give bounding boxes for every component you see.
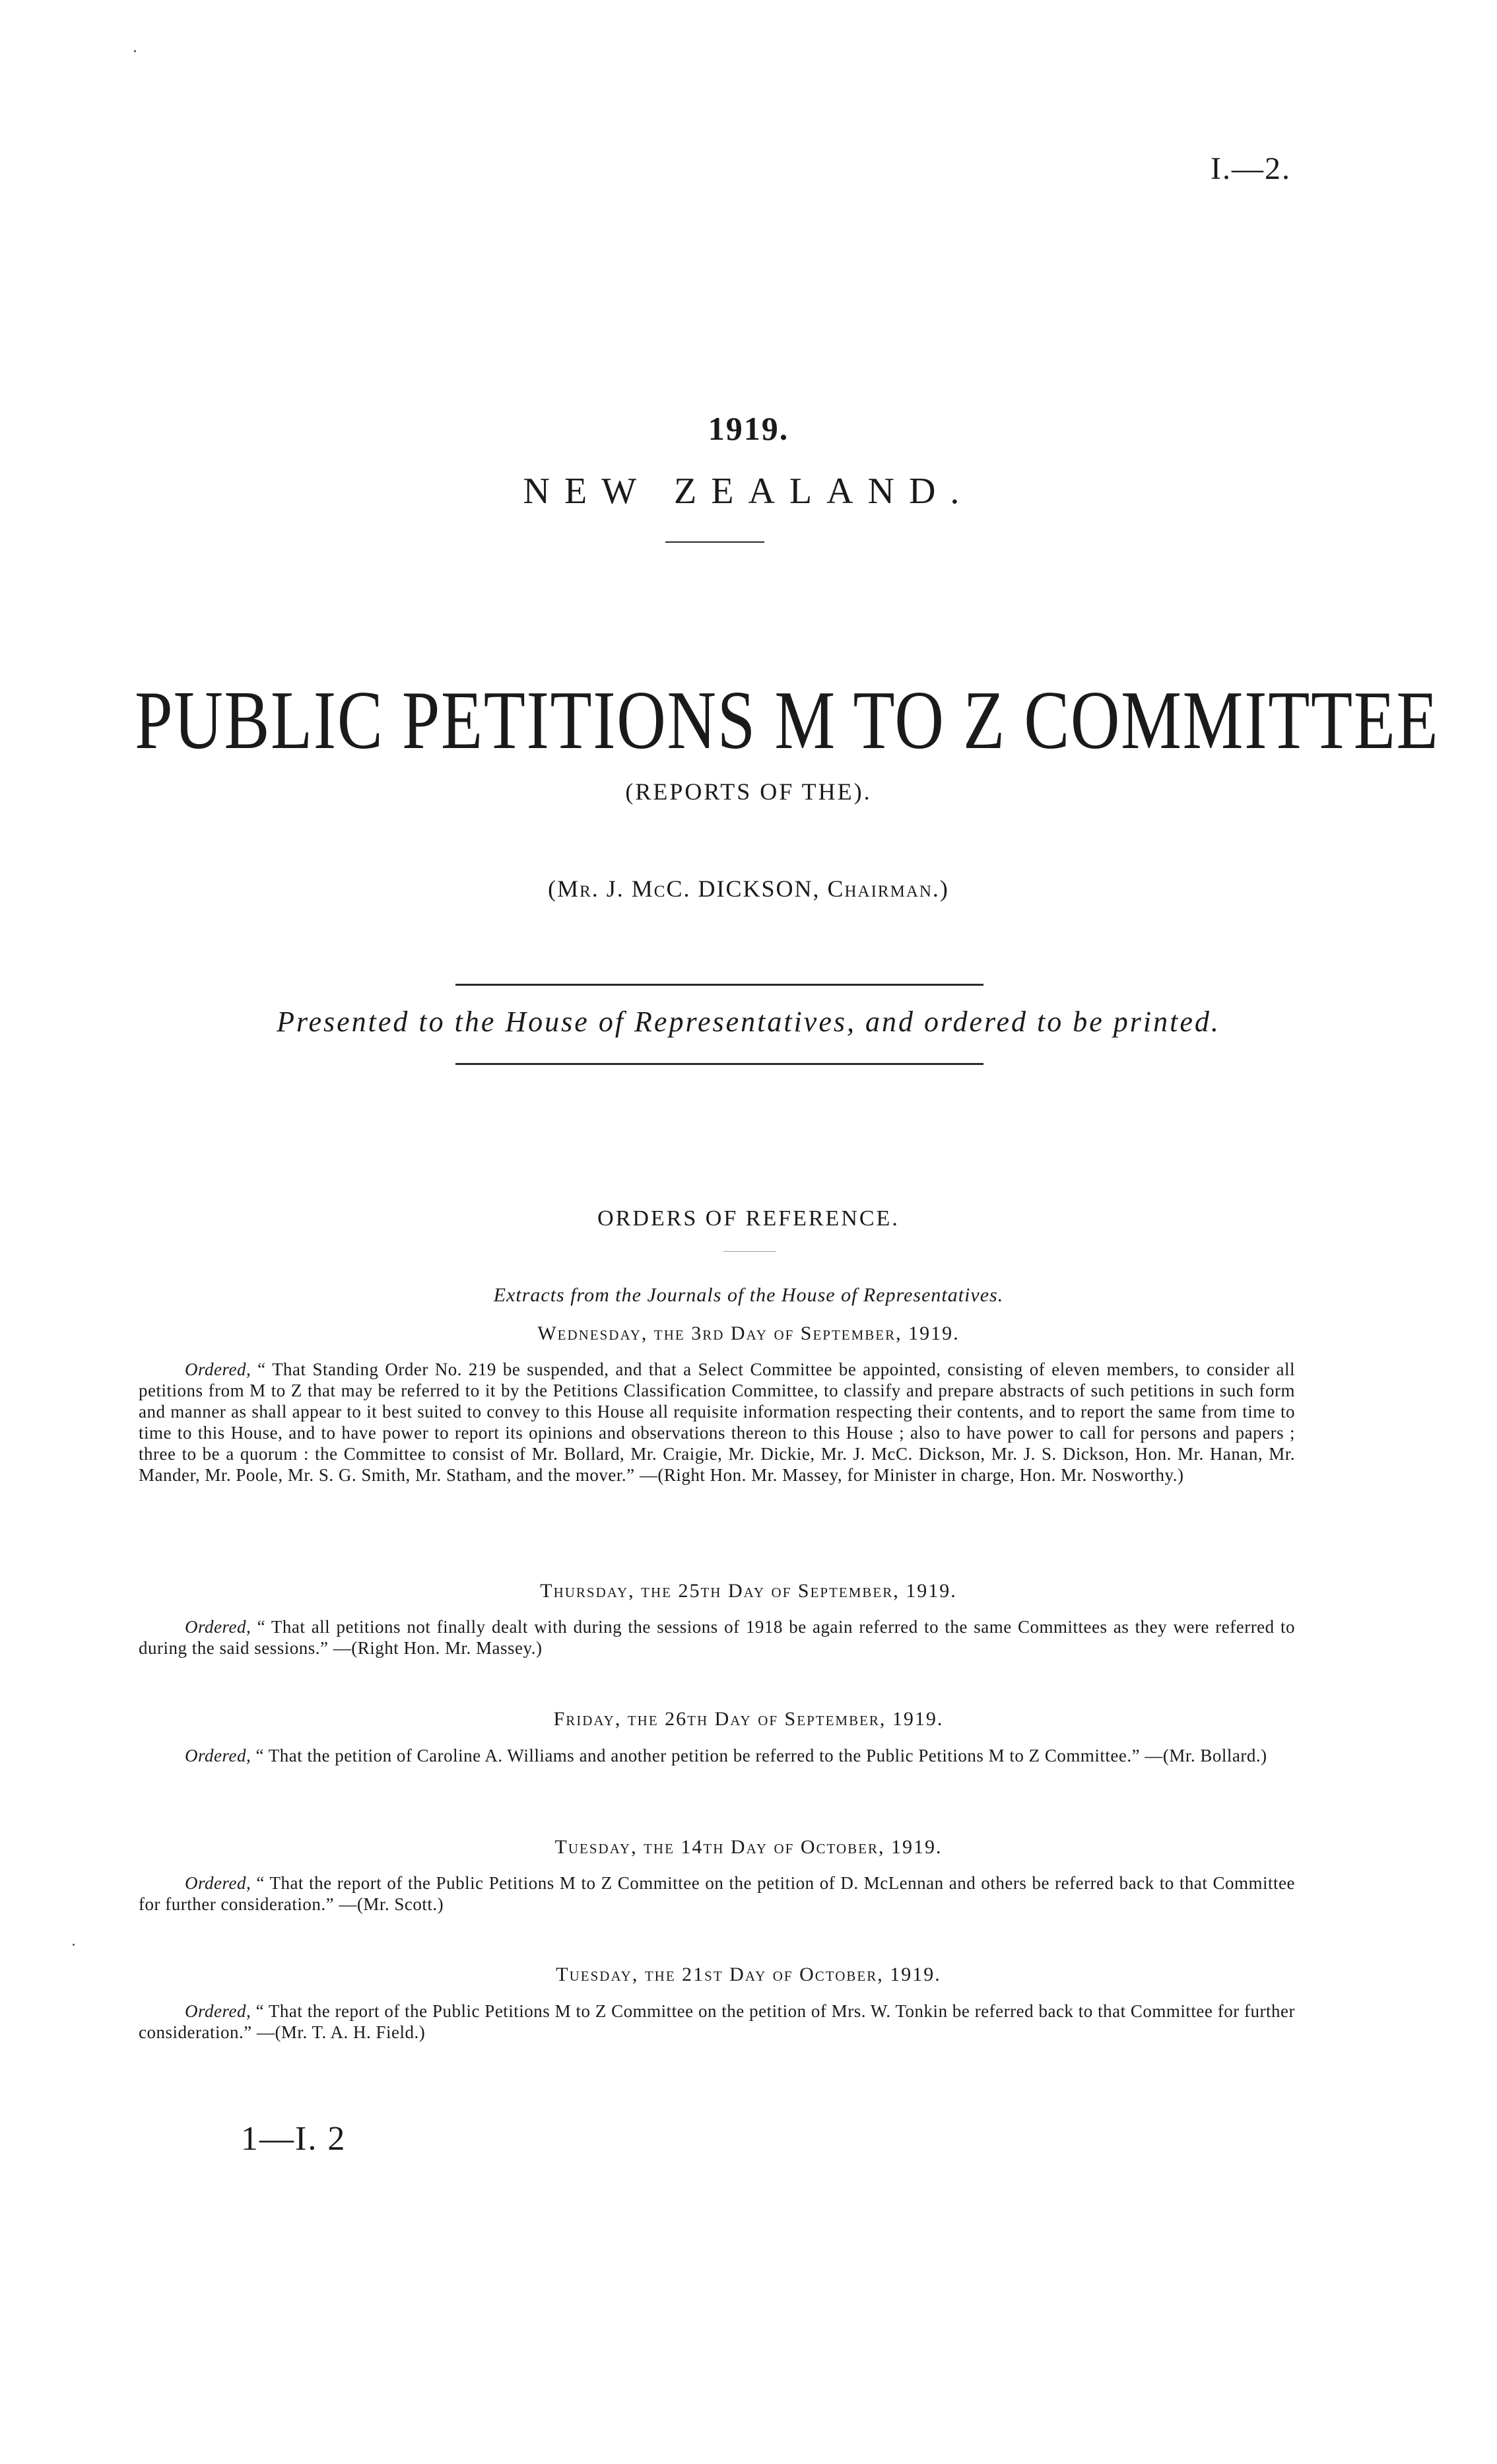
order-body: “ That all petitions not finally dealt with during the sessions of 1918 be again referred to the same Committees as they were referred to during the said sessions.” —(Right Hon. Mr. Massey.) xyxy=(139,1617,1295,1658)
ordered-label: Ordered, xyxy=(185,2001,251,2021)
order-text xyxy=(139,1872,1295,1915)
order-date: Wednesday, the 3rd Day of September, 1919. xyxy=(537,1322,960,1344)
document-title: PUBLIC PETITIONS M TO Z COMMITTEE xyxy=(135,675,1440,767)
ordered-label: Ordered, xyxy=(185,1746,251,1765)
lower-divider xyxy=(455,1063,983,1065)
ordered-label: Ordered, xyxy=(185,1617,251,1637)
extracts-line: Extracts from the Journals of the House of Representatives. xyxy=(493,1284,1004,1306)
country-heading: NEW ZEALAND. xyxy=(523,471,974,512)
ordered-label: Ordered, xyxy=(185,1873,251,1893)
page-signature: 1—I. 2 xyxy=(241,2120,347,2158)
page-speck xyxy=(134,50,136,52)
presented-statement: Presented to the House of Representatives, and ordered to be printed. xyxy=(277,1006,1220,1038)
order-text xyxy=(139,1359,1295,1486)
order-body: “ That the report of the Public Petitions M to Z Committee on the petition of Mrs. W. Tonkin be referred back to that Committee for further consideration.” —(Mr. T. A. H. Field.) xyxy=(139,2001,1295,2042)
order-date: Tuesday, the 14th Day of October, 1919. xyxy=(554,1836,943,1858)
order-body: “ That the petition of Caroline A. Williams and another petition be referred to the Public Petitions M to Z Committee.” —(Mr. Bollard.) xyxy=(255,1746,1267,1765)
publication-year: 1919. xyxy=(708,410,789,447)
order-date: Thursday, the 25th Day of September, 1919. xyxy=(540,1580,957,1602)
order-body: “ That the report of the Public Petitions M to Z Committee on the petition of D. McLennan and others be referred back to that Committee for further consideration.” —(Mr. Scott.) xyxy=(139,1873,1296,1914)
order-text xyxy=(139,2001,1295,2043)
upper-divider xyxy=(455,984,983,986)
orders-heading: ORDERS OF REFERENCE. xyxy=(597,1206,900,1231)
chairman-line: (Mr. J. McC. DICKSON, Chairman.) xyxy=(548,875,949,902)
document-subtitle: (REPORTS OF THE). xyxy=(625,778,872,805)
document-reference: I.—2. xyxy=(1211,151,1291,186)
order-text xyxy=(139,1745,1295,1766)
dotted-divider xyxy=(723,1251,776,1252)
short-divider xyxy=(665,541,764,543)
order-body: “ That Standing Order No. 219 be suspended, and that a Select Committee be appointed, consisting of eleven members, to consider all petitions from M to Z that may be referred to it by the Petitions Classification Committee, to classify and prepare abstracts of such petitions in such form and manner as shall appear to it best suited to convey to this House all requisite information respecting their contents, and to report the same from time to time to this House, and to have power to report its opinions and observations thereon to this House ; also to have power to call for persons and papers ; three to be a quorum : the Committee to consist of Mr. Bollard, Mr. Craigie, Mr. Dickie, Mr. J. McC. Dickson, Mr. J. S. Dickson, Hon. Mr. Hanan, Mr. Mander, Mr. Poole, Mr. S. G. Smith, Mr. Statham, and the mover.” —(Right Hon. Mr. Massey, for Minister in charge, Hon. Mr. Nosworthy.) xyxy=(139,1359,1295,1485)
order-date: Tuesday, the 21st Day of October, 1919. xyxy=(556,1964,941,1985)
order-text xyxy=(139,1616,1295,1659)
page-speck xyxy=(73,1944,75,1946)
order-date: Friday, the 26th Day of September, 1919. xyxy=(553,1708,944,1730)
ordered-label: Ordered, xyxy=(185,1359,251,1379)
